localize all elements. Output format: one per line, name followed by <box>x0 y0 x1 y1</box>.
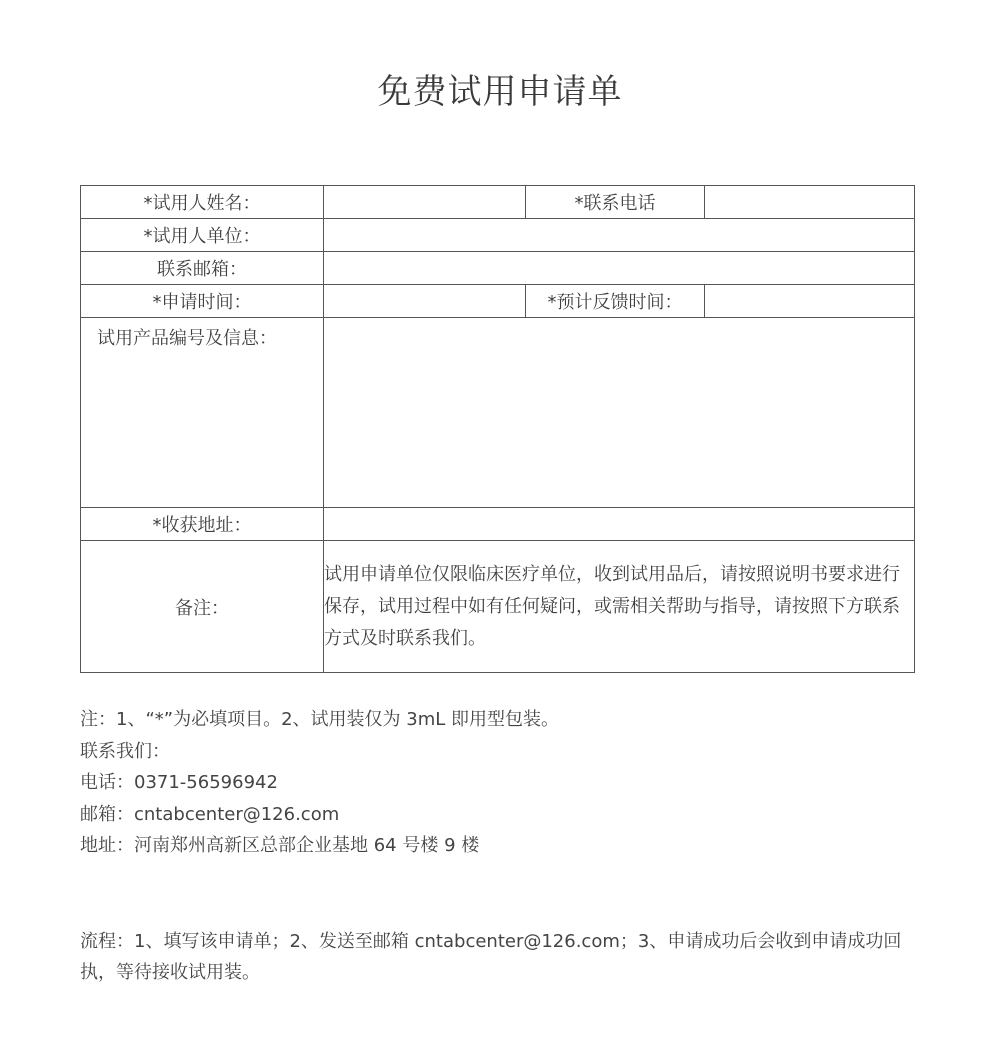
name-label: *试用人姓名： <box>81 186 324 219</box>
phone-field[interactable] <box>705 186 915 219</box>
feedback-time-label: *预计反馈时间： <box>526 285 705 318</box>
contact-address: 地址：河南郑州高新区总部企业基地 64 号楼 9 楼 <box>80 835 480 856</box>
address-label: *收获地址： <box>81 508 324 541</box>
product-info-field[interactable] <box>324 318 915 508</box>
form-row-name-phone <box>81 186 915 219</box>
form-row-unit <box>81 219 915 252</box>
remark-label: 备注： <box>81 541 324 673</box>
required-note: 注：1、“*”为必填项目。2、试用装仅为 3mL 即用型包装。 <box>80 709 560 730</box>
phone-label: *联系电话 <box>526 186 705 219</box>
application-form-table <box>80 185 915 673</box>
unit-field[interactable] <box>324 219 915 252</box>
form-row-address <box>81 508 915 541</box>
form-row-product <box>81 318 915 508</box>
email-label: 联系邮箱： <box>81 252 324 285</box>
apply-time-label: *申请时间： <box>81 285 324 318</box>
form-row-email <box>81 252 915 285</box>
contact-phone: 电话：0371-56596942 <box>80 772 278 793</box>
product-info-label: 试用产品编号及信息： <box>81 318 324 508</box>
name-field[interactable] <box>324 186 526 219</box>
process-text: 流程：1、填写该申请单；2、发送至邮箱 cntabcenter@126.com；3、申请成功后会收到申请成功回执，等待接收试用装。 <box>80 931 902 983</box>
page-title: 免费试用申请单 <box>377 72 623 112</box>
address-field[interactable] <box>324 508 915 541</box>
notes-section <box>80 704 940 862</box>
email-field[interactable] <box>324 252 915 285</box>
contact-title: 联系我们： <box>80 740 170 762</box>
remark-text: 试用申请单位仅限临床医疗单位，收到试用品后，请按照说明书要求进行保存，试用过程中如有任何疑问，或需相关帮助与指导，请按照下方联系方式及时联系我们。 <box>324 541 915 673</box>
form-row-remark <box>81 541 915 673</box>
feedback-time-field[interactable] <box>705 285 915 318</box>
apply-time-field[interactable] <box>324 285 526 318</box>
form-row-times <box>81 285 915 318</box>
contact-email: 邮箱：cntabcenter@126.com <box>80 803 340 825</box>
unit-label: *试用人单位： <box>81 219 324 252</box>
